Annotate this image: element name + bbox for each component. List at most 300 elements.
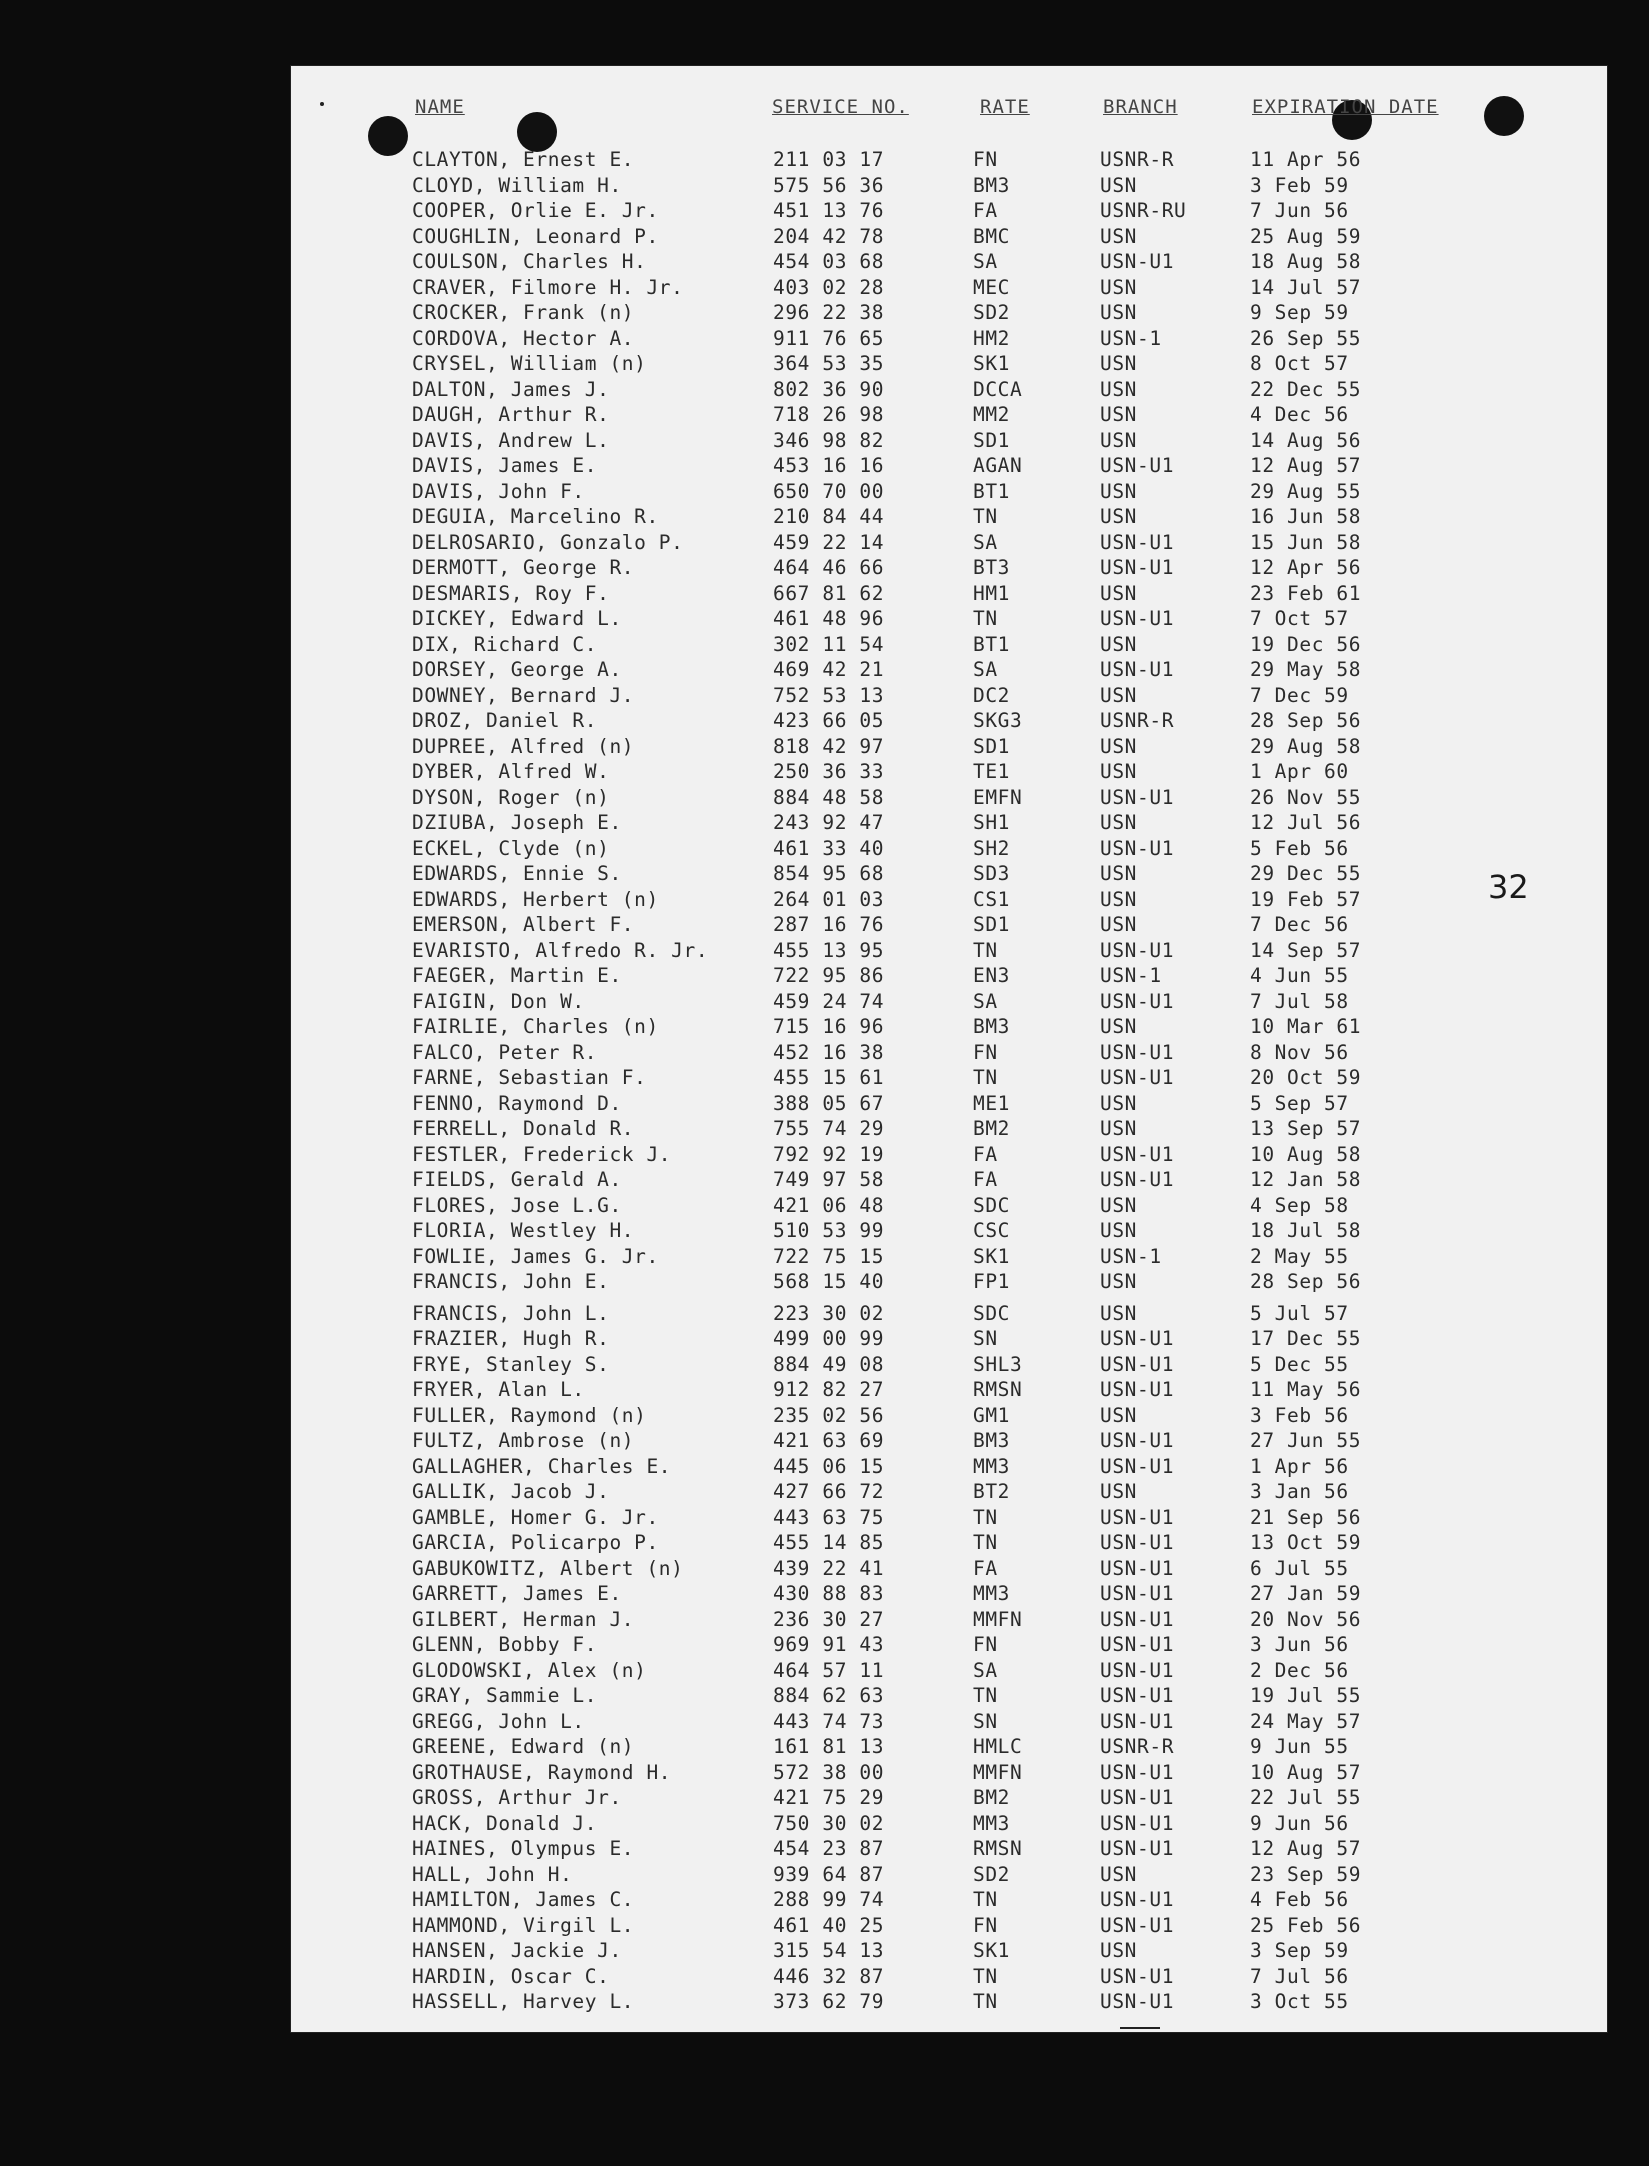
table-row <box>0 606 1649 632</box>
cell-branch: USN-U1 <box>1100 607 1175 630</box>
cell-branch: USN <box>1100 224 1138 248</box>
cell-expiration-date: 14 Jul 57 <box>1250 275 1362 299</box>
table-row <box>0 453 1649 479</box>
cell-branch: USN-U1 <box>1100 1327 1175 1350</box>
table-row <box>0 555 1649 581</box>
cell-expiration-date: 22 Dec 55 <box>1250 377 1362 401</box>
cell-expiration-date: 7 Dec 56 <box>1250 913 1349 936</box>
cell-expiration-date: 25 Feb 56 <box>1250 1913 1362 1937</box>
cell-expiration-date: 29 Aug 58 <box>1250 734 1362 758</box>
cell-rate: FA <box>973 1142 998 1166</box>
cell-rate: SD3 <box>973 862 1011 885</box>
cell-name: GILBERT, Herman J. <box>412 1607 635 1631</box>
cell-rate: SHL3 <box>973 1352 1023 1376</box>
cell-expiration-date: 26 Nov 55 <box>1250 785 1362 809</box>
cell-rate: SKG3 <box>973 709 1023 732</box>
cell-branch: USN-U1 <box>1100 1658 1175 1682</box>
cell-name: FOWLIE, James G. Jr. <box>412 1244 659 1268</box>
cell-expiration-date: 3 Sep 59 <box>1250 1939 1349 1962</box>
cell-rate: AGAN <box>973 454 1023 477</box>
cell-expiration-date: 25 Aug 59 <box>1250 224 1362 248</box>
cell-name: FRANCIS, John E. <box>412 1270 610 1293</box>
cell-service-no: 452 16 38 <box>773 1040 885 1064</box>
cell-service-no: 464 57 11 <box>773 1658 885 1682</box>
cell-service-no: 750 30 02 <box>773 1811 885 1835</box>
cell-name: DAVIS, James E. <box>412 454 598 477</box>
table-row <box>0 989 1649 1015</box>
table-row <box>0 1632 1649 1658</box>
cell-expiration-date: 19 Jul 55 <box>1250 1684 1362 1707</box>
cell-name: GROSS, Arthur Jr. <box>412 1786 622 1809</box>
table-row <box>0 1326 1649 1352</box>
cell-service-no: 161 81 13 <box>773 1735 885 1758</box>
cell-expiration-date: 19 Dec 56 <box>1250 632 1362 656</box>
cell-name: DELROSARIO, Gonzalo P. <box>412 530 684 554</box>
cell-branch: USN-U1 <box>1100 1709 1175 1733</box>
cell-expiration-date: 10 Aug 58 <box>1250 1142 1362 1166</box>
cell-name: GREENE, Edward (n) <box>412 1735 635 1758</box>
cell-rate: SA <box>973 989 998 1013</box>
table-row <box>0 1065 1649 1091</box>
cell-name: HAMMOND, Virgil L. <box>412 1913 635 1937</box>
cell-branch: USN-U1 <box>1100 1582 1175 1605</box>
cell-expiration-date: 3 Feb 59 <box>1250 173 1349 197</box>
cell-rate: HMLC <box>973 1735 1023 1758</box>
cell-branch: USN-U1 <box>1100 1786 1175 1809</box>
table-row <box>0 1454 1649 1480</box>
table-row <box>0 351 1649 377</box>
cell-branch: USN-U1 <box>1100 1142 1175 1166</box>
cell-rate: SA <box>973 658 998 681</box>
cell-rate: FN <box>973 1913 998 1937</box>
cell-branch: USN <box>1100 1193 1138 1217</box>
cell-branch: USN <box>1100 1301 1138 1325</box>
cell-service-no: 650 70 00 <box>773 479 885 503</box>
cell-branch: USN <box>1100 352 1138 375</box>
cell-service-no: 250 36 33 <box>773 760 885 783</box>
cell-branch: USN <box>1100 811 1138 834</box>
cell-expiration-date: 8 Nov 56 <box>1250 1040 1349 1064</box>
cell-expiration-date: 29 May 58 <box>1250 658 1362 681</box>
cell-branch: USN-U1 <box>1100 530 1175 554</box>
cell-service-no: 243 92 47 <box>773 811 885 834</box>
table-row <box>0 1269 1649 1295</box>
cell-name: HACK, Donald J. <box>412 1811 598 1835</box>
table-row <box>0 861 1649 887</box>
cell-name: FRAZIER, Hugh R. <box>412 1327 610 1350</box>
cell-expiration-date: 7 Oct 57 <box>1250 607 1349 630</box>
cell-branch: USN-U1 <box>1100 250 1175 273</box>
table-row <box>0 1142 1649 1168</box>
cell-branch: USN <box>1100 377 1138 401</box>
cell-service-no: 453 16 16 <box>773 454 885 477</box>
cell-service-no: 288 99 74 <box>773 1888 885 1911</box>
cell-expiration-date: 17 Dec 55 <box>1250 1327 1362 1350</box>
cell-service-no: 443 74 73 <box>773 1709 885 1733</box>
cell-name: HALL, John H. <box>412 1862 573 1886</box>
cell-service-no: 454 23 87 <box>773 1837 885 1860</box>
table-row <box>0 173 1649 199</box>
cell-name: DALTON, James J. <box>412 377 610 401</box>
cell-expiration-date: 19 Feb 57 <box>1250 887 1362 911</box>
cell-expiration-date: 7 Jun 56 <box>1250 199 1349 222</box>
cell-rate: SD2 <box>973 1862 1011 1886</box>
cell-branch: USN <box>1100 1270 1138 1293</box>
table-row <box>0 1760 1649 1786</box>
cell-service-no: 469 42 21 <box>773 658 885 681</box>
cell-name: GREGG, John L. <box>412 1709 585 1733</box>
table-row <box>0 836 1649 862</box>
cell-branch: USN-U1 <box>1100 1429 1175 1452</box>
table-row <box>0 785 1649 811</box>
cell-branch: USN <box>1100 1015 1138 1038</box>
cell-rate: CS1 <box>973 887 1011 911</box>
cell-expiration-date: 3 Oct 55 <box>1250 1990 1349 2013</box>
cell-service-no: 884 62 63 <box>773 1684 885 1707</box>
header-name: NAME <box>415 96 465 118</box>
cell-name: GROTHAUSE, Raymond H. <box>412 1760 672 1784</box>
table-row <box>0 1505 1649 1531</box>
cell-name: DYSON, Roger (n) <box>412 785 610 809</box>
cell-service-no: 969 91 43 <box>773 1633 885 1656</box>
table-row <box>0 963 1649 989</box>
cell-service-no: 499 00 99 <box>773 1327 885 1350</box>
cell-rate: FN <box>973 1633 998 1656</box>
cell-name: EMERSON, Albert F. <box>412 913 635 936</box>
cell-rate: BM2 <box>973 1786 1011 1809</box>
cell-branch: USN-U1 <box>1100 1607 1175 1631</box>
cell-service-no: 223 30 02 <box>773 1301 885 1325</box>
cell-service-no: 236 30 27 <box>773 1607 885 1631</box>
cell-service-no: 510 53 99 <box>773 1219 885 1242</box>
cell-rate: RMSN <box>973 1837 1023 1860</box>
cell-expiration-date: 4 Dec 56 <box>1250 403 1349 426</box>
cell-rate: BM3 <box>973 1429 1011 1452</box>
table-row <box>0 224 1649 250</box>
cell-expiration-date: 10 Mar 61 <box>1250 1015 1362 1038</box>
table-row <box>0 1658 1649 1684</box>
cell-rate: SN <box>973 1709 998 1733</box>
table-row <box>0 198 1649 224</box>
cell-name: FULTZ, Ambrose (n) <box>412 1429 635 1452</box>
cell-name: DORSEY, George A. <box>412 658 622 681</box>
cell-branch: USN <box>1100 862 1138 885</box>
cell-rate: SDC <box>973 1301 1011 1325</box>
cell-expiration-date: 10 Aug 57 <box>1250 1760 1362 1784</box>
cell-rate: DC2 <box>973 683 1011 707</box>
table-row <box>0 1301 1649 1327</box>
cell-service-no: 455 13 95 <box>773 938 885 962</box>
cell-expiration-date: 5 Jul 57 <box>1250 1301 1349 1325</box>
cell-expiration-date: 5 Dec 55 <box>1250 1352 1349 1376</box>
header-expiration-date: EXPIRATION DATE <box>1252 96 1439 118</box>
table-row <box>0 1607 1649 1633</box>
cell-name: FAIRLIE, Charles (n) <box>412 1015 659 1038</box>
cell-service-no: 455 15 61 <box>773 1066 885 1089</box>
table-row <box>0 1479 1649 1505</box>
cell-name: EVARISTO, Alfredo R. Jr. <box>412 938 709 962</box>
cell-rate: SK1 <box>973 1939 1011 1962</box>
table-row <box>0 1193 1649 1219</box>
cell-name: ECKEL, Clyde (n) <box>412 836 610 860</box>
cell-branch: USN-U1 <box>1100 1454 1175 1478</box>
cell-expiration-date: 3 Jan 56 <box>1250 1480 1349 1503</box>
cell-name: CLOYD, William H. <box>412 173 622 197</box>
cell-rate: MM2 <box>973 403 1011 426</box>
cell-expiration-date: 7 Jul 58 <box>1250 989 1349 1013</box>
cell-service-no: 459 22 14 <box>773 530 885 554</box>
cell-expiration-date: 2 May 55 <box>1250 1244 1349 1268</box>
cell-rate: DCCA <box>973 377 1023 401</box>
cell-expiration-date: 5 Feb 56 <box>1250 836 1349 860</box>
cell-expiration-date: 8 Oct 57 <box>1250 352 1349 375</box>
cell-service-no: 210 84 44 <box>773 505 885 528</box>
cell-branch: USN-U1 <box>1100 1888 1175 1911</box>
cell-name: DESMARIS, Roy F. <box>412 581 610 605</box>
cell-name: COULSON, Charles H. <box>412 250 647 273</box>
cell-name: HASSELL, Harvey L. <box>412 1990 635 2013</box>
cell-service-no: 818 42 97 <box>773 734 885 758</box>
cell-branch: USN-U1 <box>1100 556 1175 579</box>
cell-rate: BMC <box>973 224 1011 248</box>
cell-expiration-date: 14 Aug 56 <box>1250 428 1362 452</box>
cell-service-no: 568 15 40 <box>773 1270 885 1293</box>
table-row <box>0 759 1649 785</box>
cell-rate: RMSN <box>973 1378 1023 1401</box>
table-row <box>0 1836 1649 1862</box>
cell-expiration-date: 22 Jul 55 <box>1250 1786 1362 1809</box>
cell-branch: USN-1 <box>1100 1244 1162 1268</box>
cell-name: FRANCIS, John L. <box>412 1301 610 1325</box>
cell-branch: USN-U1 <box>1100 1990 1175 2013</box>
cell-expiration-date: 12 Aug 57 <box>1250 454 1362 477</box>
cell-branch: USNR-R <box>1100 1735 1175 1758</box>
cell-service-no: 211 03 17 <box>773 148 885 171</box>
cell-branch: USN-U1 <box>1100 1531 1175 1554</box>
cell-name: GLODOWSKI, Alex (n) <box>412 1658 647 1682</box>
cell-expiration-date: 3 Feb 56 <box>1250 1403 1349 1427</box>
cell-name: HAMILTON, James C. <box>412 1888 635 1911</box>
cell-rate: SH2 <box>973 836 1011 860</box>
cell-name: CORDOVA, Hector A. <box>412 326 635 350</box>
cell-service-no: 464 46 66 <box>773 556 885 579</box>
cell-name: CRAVER, Filmore H. Jr. <box>412 275 684 299</box>
cell-name: GRAY, Sammie L. <box>412 1684 598 1707</box>
table-row <box>0 249 1649 275</box>
cell-expiration-date: 12 Apr 56 <box>1250 556 1362 579</box>
cell-expiration-date: 23 Sep 59 <box>1250 1862 1362 1886</box>
cell-expiration-date: 29 Aug 55 <box>1250 479 1362 503</box>
cell-branch: USN-U1 <box>1100 836 1175 860</box>
table-row <box>0 1167 1649 1193</box>
cell-name: FLORES, Jose L.G. <box>412 1193 622 1217</box>
cell-service-no: 287 16 76 <box>773 913 885 936</box>
cell-branch: USN-U1 <box>1100 1040 1175 1064</box>
cell-branch: USN-U1 <box>1100 1352 1175 1376</box>
table-row <box>0 683 1649 709</box>
cell-branch: USN <box>1100 632 1138 656</box>
cell-branch: USNR-R <box>1100 148 1175 171</box>
page-number: 32 <box>1488 868 1529 906</box>
cell-expiration-date: 14 Sep 57 <box>1250 938 1362 962</box>
table-row <box>0 377 1649 403</box>
cell-name: FESTLER, Frederick J. <box>412 1142 672 1166</box>
cell-branch: USN <box>1100 479 1138 503</box>
table-row <box>0 581 1649 607</box>
cell-branch: USN <box>1100 760 1138 783</box>
cell-service-no: 443 63 75 <box>773 1505 885 1529</box>
cell-branch: USN <box>1100 301 1138 324</box>
cell-rate: MMFN <box>973 1760 1023 1784</box>
cell-service-no: 722 95 86 <box>773 964 885 987</box>
cell-expiration-date: 23 Feb 61 <box>1250 581 1362 605</box>
cell-rate: SK1 <box>973 1244 1011 1268</box>
cell-expiration-date: 11 May 56 <box>1250 1378 1362 1401</box>
cell-expiration-date: 27 Jun 55 <box>1250 1429 1362 1452</box>
table-row <box>0 1989 1649 2015</box>
cell-service-no: 373 62 79 <box>773 1990 885 2013</box>
cell-service-no: 364 53 35 <box>773 352 885 375</box>
table-row <box>0 1709 1649 1735</box>
cell-service-no: 421 06 48 <box>773 1193 885 1217</box>
cell-rate: BM3 <box>973 173 1011 197</box>
cell-expiration-date: 24 May 57 <box>1250 1709 1362 1733</box>
table-row <box>0 1244 1649 1270</box>
cell-service-no: 715 16 96 <box>773 1015 885 1038</box>
cell-branch: USN-U1 <box>1100 1913 1175 1937</box>
cell-branch: USN-U1 <box>1100 989 1175 1013</box>
cell-rate: BT1 <box>973 632 1011 656</box>
cell-rate: TN <box>973 1684 998 1707</box>
cell-branch: USN <box>1100 403 1138 426</box>
cell-branch: USN-U1 <box>1100 1168 1175 1191</box>
table-row <box>0 147 1649 173</box>
table-row <box>0 632 1649 658</box>
cell-branch: USN-U1 <box>1100 1633 1175 1656</box>
cell-rate: HM2 <box>973 326 1011 350</box>
table-row <box>0 1913 1649 1939</box>
table-row <box>0 1581 1649 1607</box>
cell-service-no: 264 01 03 <box>773 887 885 911</box>
cell-service-no: 430 88 83 <box>773 1582 885 1605</box>
cell-branch: USN-U1 <box>1100 785 1175 809</box>
cell-expiration-date: 5 Sep 57 <box>1250 1091 1349 1115</box>
cell-service-no: 427 66 72 <box>773 1480 885 1503</box>
cell-name: DROZ, Daniel R. <box>412 709 598 732</box>
cell-name: HANSEN, Jackie J. <box>412 1939 622 1962</box>
cell-rate: SD2 <box>973 301 1011 324</box>
cell-service-no: 755 74 29 <box>773 1117 885 1140</box>
cell-name: DAUGH, Arthur R. <box>412 403 610 426</box>
cell-service-no: 445 06 15 <box>773 1454 885 1478</box>
table-row <box>0 1964 1649 1990</box>
cell-expiration-date: 12 Aug 57 <box>1250 1837 1362 1860</box>
cell-branch: USN-U1 <box>1100 1811 1175 1835</box>
cell-expiration-date: 4 Feb 56 <box>1250 1888 1349 1911</box>
table-row <box>0 1218 1649 1244</box>
table-row <box>0 1683 1649 1709</box>
cell-rate: BT3 <box>973 556 1011 579</box>
cell-expiration-date: 1 Apr 56 <box>1250 1454 1349 1478</box>
cell-rate: HM1 <box>973 581 1011 605</box>
cell-expiration-date: 4 Sep 58 <box>1250 1193 1349 1217</box>
cell-expiration-date: 3 Jun 56 <box>1250 1633 1349 1656</box>
cell-branch: USN <box>1100 734 1138 758</box>
cell-rate: SD1 <box>973 913 1011 936</box>
cell-expiration-date: 21 Sep 56 <box>1250 1505 1362 1529</box>
cell-branch: USN-1 <box>1100 326 1162 350</box>
cell-service-no: 346 98 82 <box>773 428 885 452</box>
cell-service-no: 459 24 74 <box>773 989 885 1013</box>
cell-rate: CSC <box>973 1219 1011 1242</box>
cell-service-no: 718 26 98 <box>773 403 885 426</box>
cell-service-no: 575 56 36 <box>773 173 885 197</box>
cell-rate: TN <box>973 938 998 962</box>
cell-service-no: 403 02 28 <box>773 275 885 299</box>
cell-branch: USN <box>1100 913 1138 936</box>
cell-expiration-date: 18 Jul 58 <box>1250 1219 1362 1242</box>
cell-name: DZIUBA, Joseph E. <box>412 811 622 834</box>
cell-branch: USN <box>1100 1117 1138 1140</box>
cell-rate: TN <box>973 1888 998 1911</box>
cell-expiration-date: 20 Oct 59 <box>1250 1066 1362 1089</box>
cell-rate: EN3 <box>973 964 1011 987</box>
header-branch: BRANCH <box>1103 96 1178 118</box>
cell-expiration-date: 1 Apr 60 <box>1250 760 1349 783</box>
cell-name: FAEGER, Martin E. <box>412 964 622 987</box>
cell-branch: USN <box>1100 1862 1138 1886</box>
cell-expiration-date: 9 Jun 56 <box>1250 1811 1349 1835</box>
cell-expiration-date: 29 Dec 55 <box>1250 862 1362 885</box>
cell-name: FLORIA, Westley H. <box>412 1219 635 1242</box>
table-row <box>0 300 1649 326</box>
cell-rate: FN <box>973 1040 998 1064</box>
cell-service-no: 421 75 29 <box>773 1786 885 1809</box>
cell-service-no: 204 42 78 <box>773 224 885 248</box>
table-row <box>0 1428 1649 1454</box>
cell-name: FERRELL, Donald R. <box>412 1117 635 1140</box>
cell-expiration-date: 18 Aug 58 <box>1250 250 1362 273</box>
cell-rate: MM3 <box>973 1454 1011 1478</box>
cell-name: DOWNEY, Bernard J. <box>412 683 635 707</box>
cell-service-no: 752 53 13 <box>773 683 885 707</box>
cell-name: GALLIK, Jacob J. <box>412 1480 610 1503</box>
table-row <box>0 1811 1649 1837</box>
cell-rate: BM2 <box>973 1117 1011 1140</box>
cell-name: DIX, Richard C. <box>412 632 598 656</box>
cell-expiration-date: 27 Jan 59 <box>1250 1582 1362 1605</box>
cell-rate: SN <box>973 1327 998 1350</box>
cell-service-no: 315 54 13 <box>773 1939 885 1962</box>
cell-rate: SK1 <box>973 352 1011 375</box>
table-row <box>0 1862 1649 1888</box>
table-row <box>0 428 1649 454</box>
table-row <box>0 1785 1649 1811</box>
cell-name: DAVIS, John F. <box>412 479 585 503</box>
cell-name: HAINES, Olympus E. <box>412 1837 635 1860</box>
cell-name: FARNE, Sebastian F. <box>412 1066 647 1089</box>
cell-rate: MEC <box>973 275 1011 299</box>
cell-branch: USN-U1 <box>1100 1505 1175 1529</box>
cell-service-no: 302 11 54 <box>773 632 885 656</box>
cell-branch: USN-U1 <box>1100 1837 1175 1860</box>
cell-name: GABUKOWITZ, Albert (n) <box>412 1556 684 1580</box>
cell-branch: USN <box>1100 1091 1138 1115</box>
cell-rate: TN <box>973 505 998 528</box>
cell-branch: USN <box>1100 581 1138 605</box>
cell-rate: BT2 <box>973 1480 1011 1503</box>
cell-name: GLENN, Bobby F. <box>412 1633 598 1656</box>
